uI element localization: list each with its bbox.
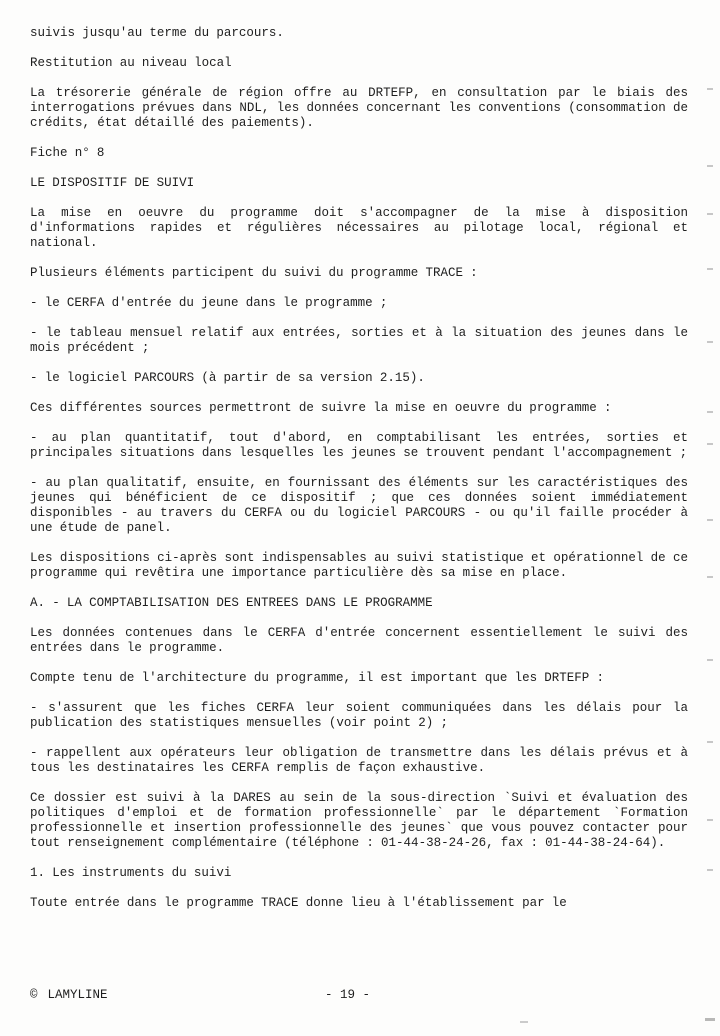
scan-artifact — [707, 819, 713, 821]
scan-artifact — [707, 443, 713, 445]
paragraph: Compte tenu de l'architecture du programme, il est important que les DRTEFP : — [30, 671, 604, 685]
subsection-heading: 1. Les instruments du suivi — [30, 866, 232, 880]
scan-artifact — [707, 165, 713, 167]
list-item: - le tableau mensuel relatif aux entrées, sorties et à la situation des jeunes dans le mois précédent ; — [30, 326, 688, 355]
scan-artifact — [707, 88, 713, 90]
scan-artifact — [707, 659, 713, 661]
scan-artifact — [707, 741, 713, 743]
list-item: - s'assurent que les fiches CERFA leur soient communiquées dans les délais pour la publication des statistiques mensuelles (voir point 2) ; — [30, 701, 688, 730]
paragraph: La trésorerie générale de région offre au DRTEFP, en consultation par le biais des interrogations prévues dans NDL, les données concernant les conventions (consommation de crédits, état détaillé des paiements). — [30, 86, 688, 130]
list-item: - rappellent aux opérateurs leur obligation de transmettre dans les délais prévus et à tous les destinataires les CERFA remplis de façon exhaustive. — [30, 746, 688, 775]
scan-artifact — [707, 411, 713, 413]
list-item: - le logiciel PARCOURS (à partir de sa version 2.15). — [30, 371, 425, 385]
scan-artifact — [707, 268, 713, 270]
paragraph: Ces différentes sources permettront de suivre la mise en oeuvre du programme : — [30, 401, 612, 415]
scan-artifact — [707, 576, 713, 578]
scan-artifact — [707, 213, 713, 215]
scan-artifact — [707, 869, 713, 871]
scan-artifact — [707, 341, 713, 343]
copyright-icon: © — [30, 988, 38, 1002]
scan-artifact — [707, 519, 713, 521]
document-body — [30, 26, 688, 926]
scan-artifact — [520, 1021, 528, 1023]
paragraph: Toute entrée dans le programme TRACE donne lieu à l'établissement par le — [30, 896, 567, 910]
page-number: - 19 - — [325, 988, 371, 1002]
paragraph: Plusieurs éléments participent du suivi du programme TRACE : — [30, 266, 478, 280]
section-heading: A. - LA COMPTABILISATION DES ENTREES DANS LE PROGRAMME — [30, 596, 433, 610]
list-item: - au plan quantitatif, tout d'abord, en comptabilisant les entrées, sorties et principales situations dans lesquelles les jeunes se trouvent pendant l'accompagnement ; — [30, 431, 688, 460]
page-footer — [30, 988, 688, 1004]
paragraph: Les données contenues dans le CERFA d'entrée concernent essentiellement le suivi des entrées dans le programme. — [30, 626, 688, 655]
publisher-mark — [30, 988, 108, 1003]
paragraph: Les dispositions ci-après sont indispensables au suivi statistique et opérationnel de ce programme qui revêtira une importance particulière dès sa mise en place. — [30, 551, 688, 580]
paragraph: La mise en oeuvre du programme doit s'accompagner de la mise à disposition d'informations rapides et régulières nécessaires au pilotage local, régional et national. — [30, 206, 688, 250]
list-item: - au plan qualitatif, ensuite, en fournissant des éléments sur les caractéristiques des jeunes qui bénéficient de ce dispositif ; que ces données soient immédiatement disponibles - au travers du CERFA ou du logiciel PARCOURS - ou qu'il faille procéder à une étude de panel. — [30, 476, 688, 535]
section-title: LE DISPOSITIF DE SUIVI — [30, 176, 195, 190]
publisher-name: LAMYLINE — [47, 988, 108, 1002]
scan-artifact — [705, 1018, 715, 1021]
section-heading: Restitution au niveau local — [30, 56, 232, 70]
fiche-number-heading: Fiche n° 8 — [30, 146, 105, 160]
paragraph: suivis jusqu'au terme du parcours. — [30, 26, 284, 40]
paragraph: Ce dossier est suivi à la DARES au sein de la sous-direction `Suivi et évaluation des politiques d'emploi et de formation professionnelle` par le département `Formation professionnelle et insertion professionnelle des jeunes` que vous pouvez contacter pour tout renseignement complémentaire (téléphone : 01-44-38-24-26, fax : 01-44-38-24-64). — [30, 791, 688, 850]
list-item: - le CERFA d'entrée du jeune dans le programme ; — [30, 296, 388, 310]
